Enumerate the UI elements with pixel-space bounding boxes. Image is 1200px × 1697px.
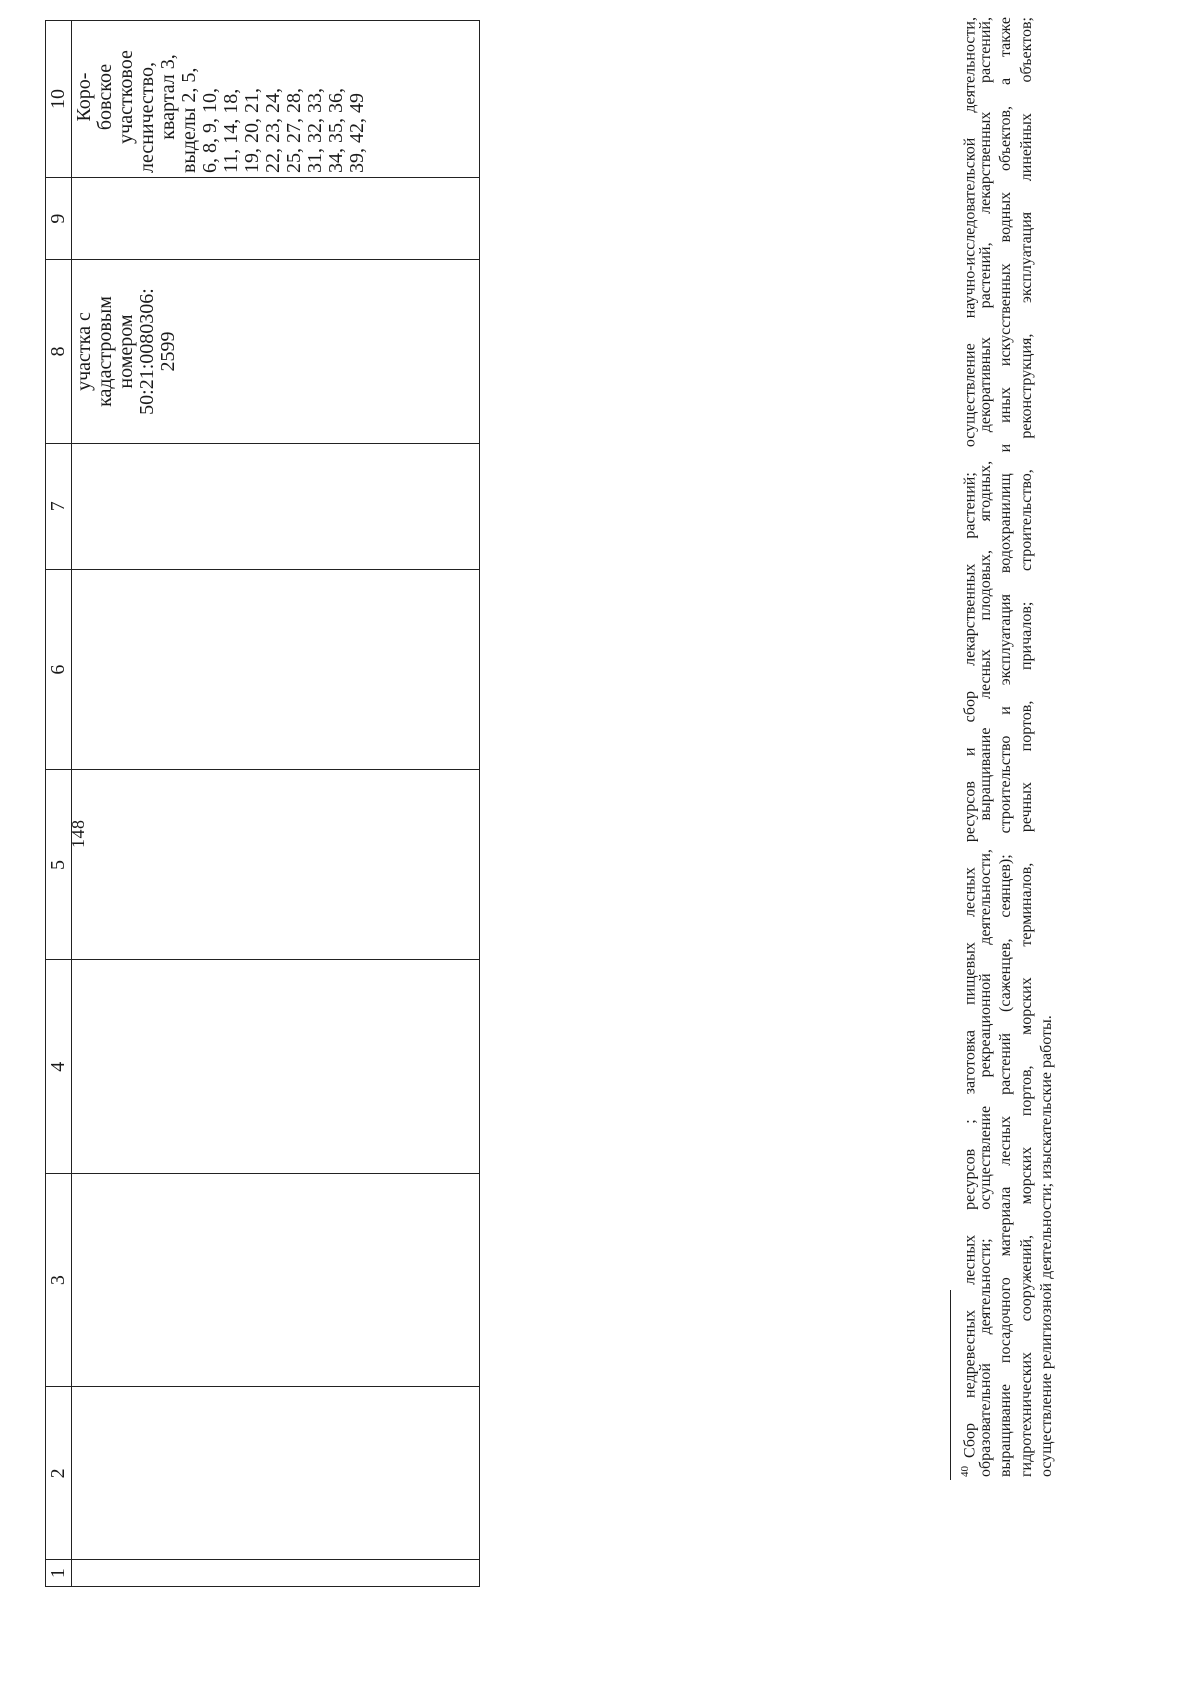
footnote [955, 17, 1058, 1477]
cell-line: 34, 35, 36, [325, 88, 347, 174]
column-header: 1 [46, 1560, 72, 1587]
footnote-line [955, 17, 979, 1477]
cell-line: лесничество, [136, 62, 158, 174]
footnote-line: образовательной деятельности; осуществление рекреационной деятельности, выращивание лесных плодовых, ягодных, декоративных растений, лекарственных растений, [976, 17, 994, 1477]
cell-line: кадастровым [94, 296, 116, 407]
column-header: 7 [46, 443, 72, 569]
footnote-mark: 40 [959, 1466, 971, 1477]
cell-line: 11, 14, 18, [220, 88, 242, 174]
cell-line: 6, 8, 9, 10, [199, 88, 221, 174]
footnote-separator [950, 1290, 951, 1480]
cell-line: 22, 23, 24, [262, 88, 284, 174]
table-header-row [46, 21, 72, 1587]
cell-line: 39, 42, 49 [346, 93, 368, 174]
table-cell [72, 1560, 480, 1587]
table-cell-location [72, 21, 480, 178]
footnote-line: осуществление религиозной деятельности; изыскательские работы. [1038, 1015, 1056, 1477]
cell-line: 25, 27, 28, [283, 88, 305, 174]
cell-line: участковое [115, 50, 137, 144]
footnote-line: выращивание посадочного материала лесных растений (саженцев, сеянцев); строительство и эксплуатация водохранилищ и иных искусственных водных объектов, а также [997, 17, 1015, 1477]
column-header: 3 [46, 1173, 72, 1386]
table-row [72, 21, 480, 1587]
cell-line: 2599 [157, 331, 179, 372]
table-cell [72, 960, 480, 1173]
data-table [45, 20, 480, 1587]
column-header: 2 [46, 1387, 72, 1560]
table-cell [72, 178, 480, 260]
cell-line: Коро- [73, 72, 95, 122]
footnote-line: гидротехнических сооружений, морских портов, морских терминалов, речных портов, причалов; строительство, реконструкция, эксплуатация линейных объектов; [1017, 17, 1035, 1477]
column-header: 5 [46, 770, 72, 960]
table-cell [72, 443, 480, 569]
cell-line: 19, 20, 21, [241, 88, 263, 174]
column-header: 10 [46, 21, 72, 178]
cell-line: участка с [73, 312, 95, 391]
column-header: 4 [46, 960, 72, 1173]
table-cell [72, 569, 480, 770]
table-cell [72, 770, 480, 960]
column-header: 6 [46, 569, 72, 770]
cell-line: 31, 32, 33, [304, 88, 326, 174]
table-cell [72, 1387, 480, 1560]
table-cell-cadastral [72, 260, 480, 444]
column-header: 8 [46, 260, 72, 444]
cell-line: выделы 2, 5, [178, 67, 200, 174]
column-header: 9 [46, 178, 72, 260]
cell-line: квартал 3, [157, 54, 179, 140]
cell-line: номером [115, 314, 137, 389]
page-number: 148 [68, 819, 88, 848]
table-cell [72, 1173, 480, 1386]
cell-line: бовское [94, 63, 116, 131]
cell-line: 50:21:0080306: [136, 288, 158, 415]
footnote-text: Сбор недревесных лесных ресурсов ; заготовка пищевых лесных ресурсов и сбор лекарственных растений; осуществление научно-исследовательской деятельности, [961, 17, 979, 1458]
